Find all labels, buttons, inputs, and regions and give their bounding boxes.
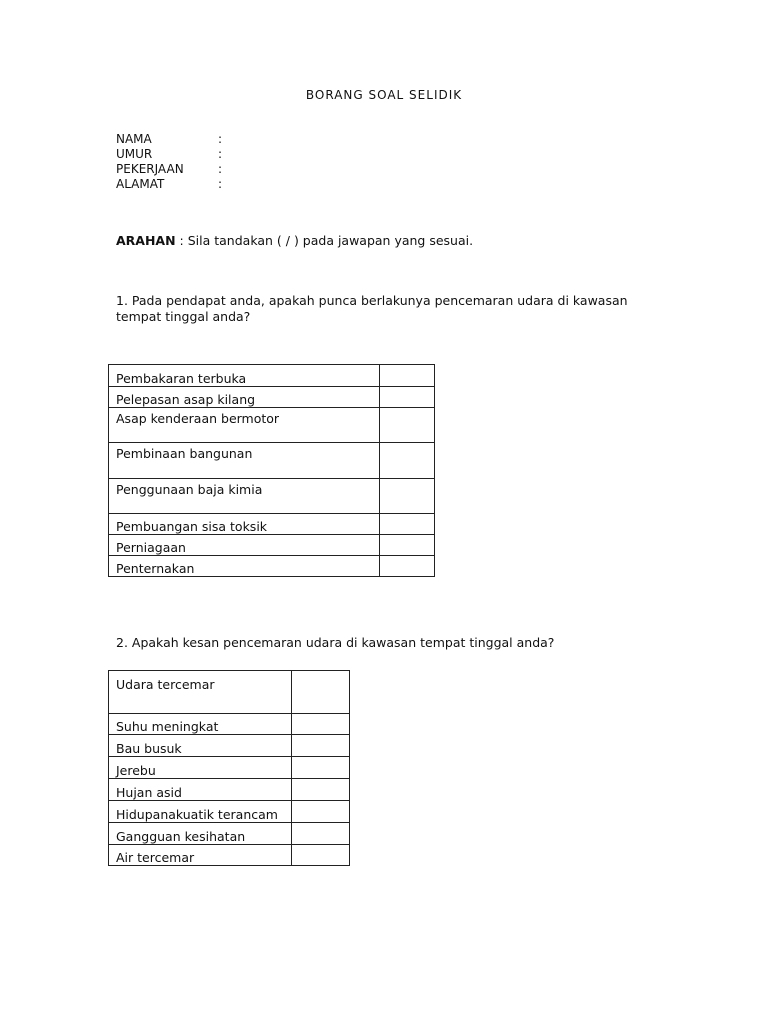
option-label: Bau busuk	[109, 735, 292, 757]
option-label: Perniagaan	[109, 535, 380, 556]
checkbox-cell[interactable]	[380, 479, 435, 514]
option-label: Pelepasan asap kilang	[109, 387, 380, 408]
checkbox-cell[interactable]	[380, 408, 435, 443]
option-label: Hujan asid	[109, 779, 292, 801]
option-row	[109, 479, 435, 514]
option-row	[109, 779, 350, 801]
checkbox-cell[interactable]	[380, 556, 435, 577]
checkbox-cell[interactable]	[292, 801, 350, 823]
option-label: Air tercemar	[109, 845, 292, 866]
checkbox-cell[interactable]	[380, 535, 435, 556]
option-label: Pembuangan sisa toksik	[109, 514, 380, 535]
info-label: NAMA	[116, 132, 152, 146]
checkbox-cell[interactable]	[292, 823, 350, 845]
info-row-umur	[116, 147, 222, 162]
info-row-nama	[116, 132, 222, 147]
instruction-label: ARAHAN	[116, 233, 176, 248]
question-2-options-table	[108, 670, 350, 866]
option-row	[109, 535, 435, 556]
info-separator: :	[218, 177, 223, 191]
option-label: Penggunaan baja kimia	[109, 479, 380, 514]
option-row	[109, 365, 435, 387]
info-separator: :	[218, 132, 223, 146]
option-row	[109, 387, 435, 408]
form-title: BORANG SOAL SELIDIK	[305, 88, 463, 102]
instruction	[116, 233, 473, 248]
option-row	[109, 845, 350, 866]
option-row	[109, 408, 435, 443]
info-separator: :	[218, 147, 223, 161]
option-row	[109, 671, 350, 714]
checkbox-cell[interactable]	[380, 514, 435, 535]
info-label: ALAMAT	[116, 177, 165, 191]
checkbox-cell[interactable]	[380, 443, 435, 479]
checkbox-cell[interactable]	[292, 671, 350, 714]
question-1: 1. Pada pendapat anda, apakah punca berlakunya pencemaran udara di kawasan tempat tinggal anda?	[116, 293, 628, 324]
option-row	[109, 714, 350, 735]
info-row-pekerjaan	[116, 162, 222, 177]
option-row	[109, 556, 435, 577]
question-1-options-table	[108, 364, 435, 577]
option-row	[109, 514, 435, 535]
checkbox-cell[interactable]	[292, 845, 350, 866]
info-label: UMUR	[116, 147, 153, 161]
option-label: Jerebu	[109, 757, 292, 779]
option-row	[109, 823, 350, 845]
option-label: Pembakaran terbuka	[109, 365, 380, 387]
option-label: Udara tercemar	[109, 671, 292, 714]
option-label: Pembinaan bangunan	[109, 443, 380, 479]
info-separator: :	[218, 162, 223, 176]
info-row-alamat	[116, 177, 222, 192]
option-label: Suhu meningkat	[109, 714, 292, 735]
checkbox-cell[interactable]	[292, 757, 350, 779]
option-row	[109, 735, 350, 757]
option-row	[109, 443, 435, 479]
checkbox-cell[interactable]	[380, 365, 435, 387]
personal-info	[116, 132, 222, 192]
option-label: Asap kenderaan bermotor	[109, 408, 380, 443]
option-label: Hidupanakuatik terancam	[109, 801, 292, 823]
checkbox-cell[interactable]	[380, 387, 435, 408]
checkbox-cell[interactable]	[292, 779, 350, 801]
info-label: PEKERJAAN	[116, 162, 184, 176]
option-label: Gangguan kesihatan	[109, 823, 292, 845]
question-2: 2. Apakah kesan pencemaran udara di kawasan tempat tinggal anda?	[116, 635, 555, 650]
checkbox-cell[interactable]	[292, 714, 350, 735]
checkbox-cell[interactable]	[292, 735, 350, 757]
option-row	[109, 801, 350, 823]
option-row	[109, 757, 350, 779]
option-label: Penternakan	[109, 556, 380, 577]
instruction-text: : Sila tandakan ( / ) pada jawapan yang sesuai.	[175, 233, 474, 248]
